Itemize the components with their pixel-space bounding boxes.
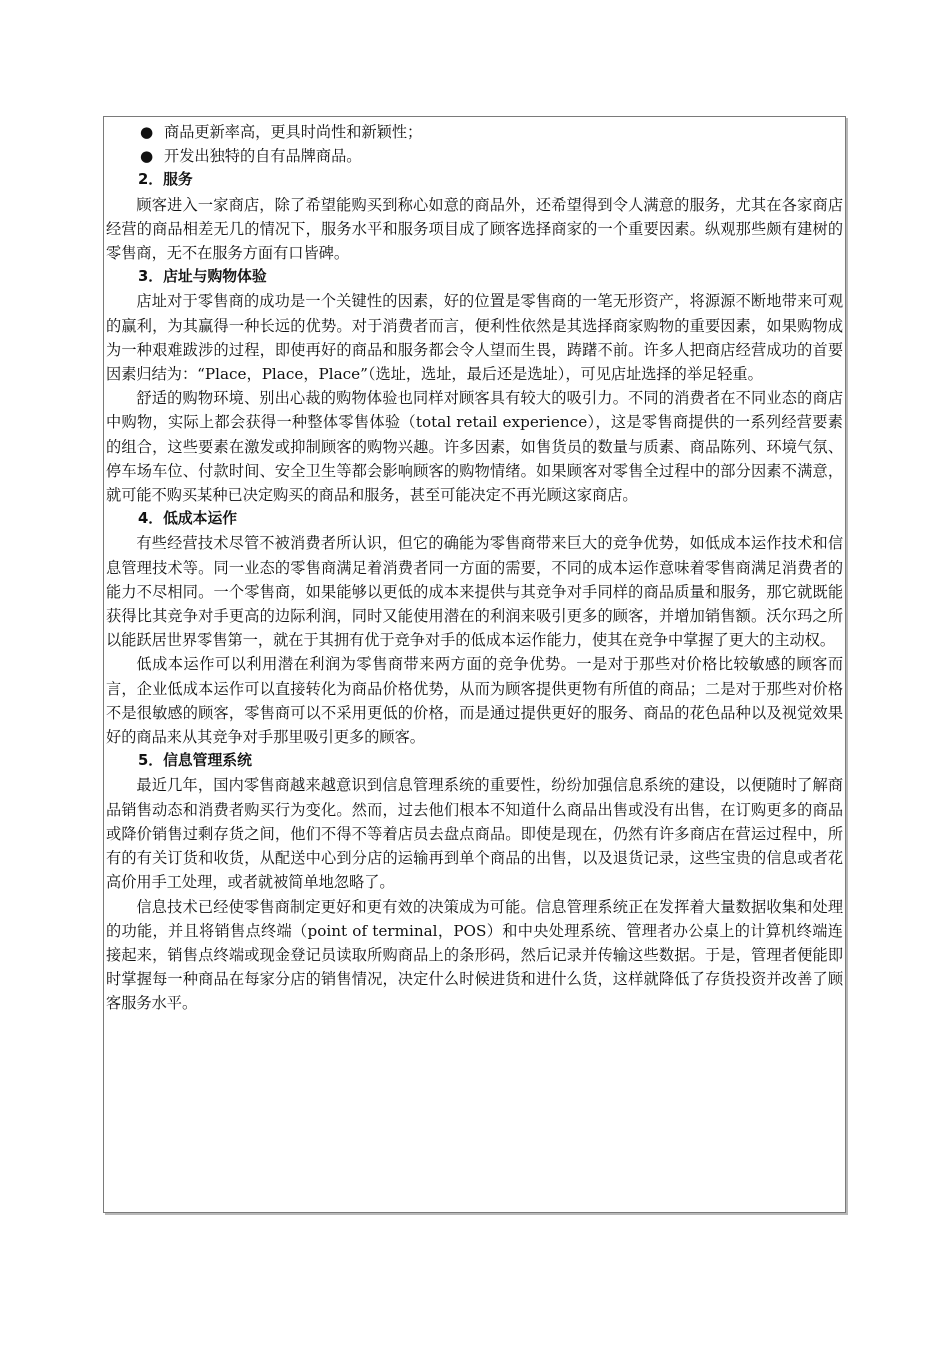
paragraph: 店址对于零售商的成功是一个关键性的因素，好的位置是零售商的一笔无形资产，将源源不断地带来可观的赢利，为其赢得一种长远的优势。对于消费者而言，便利性依然是其选择商家购物的重要因素，如果购物成为一种艰难跋涉的过程，即使再好的商品和服务都会令人望而生畏，踌躇不前。许多人把商店经营成功的首要因素归结为：“Place，Place，Place”（选址，选址，最后还是选址），可见店址选择的举足轻重。	[106, 292, 843, 384]
section-heading-location: 3．店址与购物体验	[138, 268, 267, 286]
paragraph: 舒适的购物环境、别出心裁的购物体验也同样对顾客具有较大的吸引力。不同的消费者在不同业态的商店中购物，实际上都会获得一种整体零售体验（total retail experience），这是零售商提供的一系列经营要素的组合，这些要素在激发或抑制顾客的购物兴趣。许多因素，如售货员的数量与质素、商品陈列、环境气氛、停车场车位、付款时间、安全卫生等都会影响顾客的购物情绪。如果顾客对零售全过程中的部分因素不满意，就可能不购买某种已决定购买的商品和服务，甚至可能决定不再光顾这家商店。	[106, 389, 843, 505]
bullet-item: ● 开发出独特的自有品牌商品。	[106, 144, 843, 168]
bullet-dot-icon: ●	[140, 147, 154, 166]
paragraph: 信息技术已经使零售商制定更好和更有效的决策成为可能。信息管理系统正在发挥着大量数据收集和处理的功能，并且将销售点终端（point of terminal，POS）和中央处理系统、管理者办公桌上的计算机终端连接起来，销售点终端或现金登记员读取所购商品上的条形码，然后记录并传输这些数据。于是，管理者便能即时掌握每一种商品在每家分店的销售情况，决定什么时候进货和进什么货，这样就降低了存货投资并改善了顾客服务水平。	[106, 897, 843, 1013]
section-heading-service: 2．服务	[138, 171, 193, 189]
bullet-dot-icon: ●	[140, 123, 154, 141]
paragraph: 最近几年，国内零售商越来越意识到信息管理系统的重要性，纷纷加强信息系统的建设，以便随时了解商品销售动态和消费者购买行为变化。然而，过去他们根本不知道什么商品出售或没有出售，在订购更多的商品或降价销售过剩存货之间，他们不得不等着店员去盘点商品。即使是现在，仍然有许多商店在营运过程中，所有的有关订货和收货，从配送中心到分店的运输再到单个商品的出售，以及退货记录，这些宝贵的信息或者花高价用手工处理，或者就被简单地忽略了。	[106, 776, 843, 892]
paragraph: 低成本运作可以利用潜在利润为零售商带来两方面的竞争优势。一是对于那些对价格比较敏感的顾客而言，企业低成本运作可以直接转化为商品价格优势，从而为顾客提供更物有所值的商品；二是对于那些对价格不是很敏感的顾客，零售商可以不采用更低的价格，而是通过提供更好的服务、商品的花色品种以及视觉效果好的商品来从其竞争对手那里吸引更多的顾客。	[106, 655, 843, 747]
paragraph: 有些经营技术尽管不被消费者所认识，但它的确能为零售商带来巨大的竞争优势，如低成本运作技术和信息管理技术等。同一业态的零售商满足着消费者同一方面的需要，不同的成本运作意味着零售商满足消费者的能力不尽相同。一个零售商，如果能够以更低的成本来提供与其竞争对手同样的商品质量和服务，那它就既能获得比其竞争对手更高的边际利润，同时又能使用潜在的利润来吸引更多的顾客，并增加销售额。沃尔玛之所以能跃居世界零售第一，就在于其拥有优于竞争对手的低成本运作能力，使其在竞争中掌握了更大的主动权。	[106, 534, 843, 650]
document-body	[106, 120, 843, 1016]
paragraph: 顾客进入一家商店，除了希望能购买到称心如意的商品外，还希望得到令人满意的服务，尤其在各家商店经营的商品相差无几的情况下，服务水平和服务项目成了顾客选择商家的一个重要因素。纵观那些颇有建树的零售商，无不在服务方面有口皆碑。	[106, 195, 843, 263]
content-table-cell	[103, 116, 846, 1213]
section-heading-low-cost: 4．低成本运作	[138, 510, 238, 528]
bullet-item: ● 商品更新率高，更具时尚性和新颖性；	[106, 120, 843, 144]
section-heading-info-system: 5．信息管理系统	[138, 752, 252, 770]
